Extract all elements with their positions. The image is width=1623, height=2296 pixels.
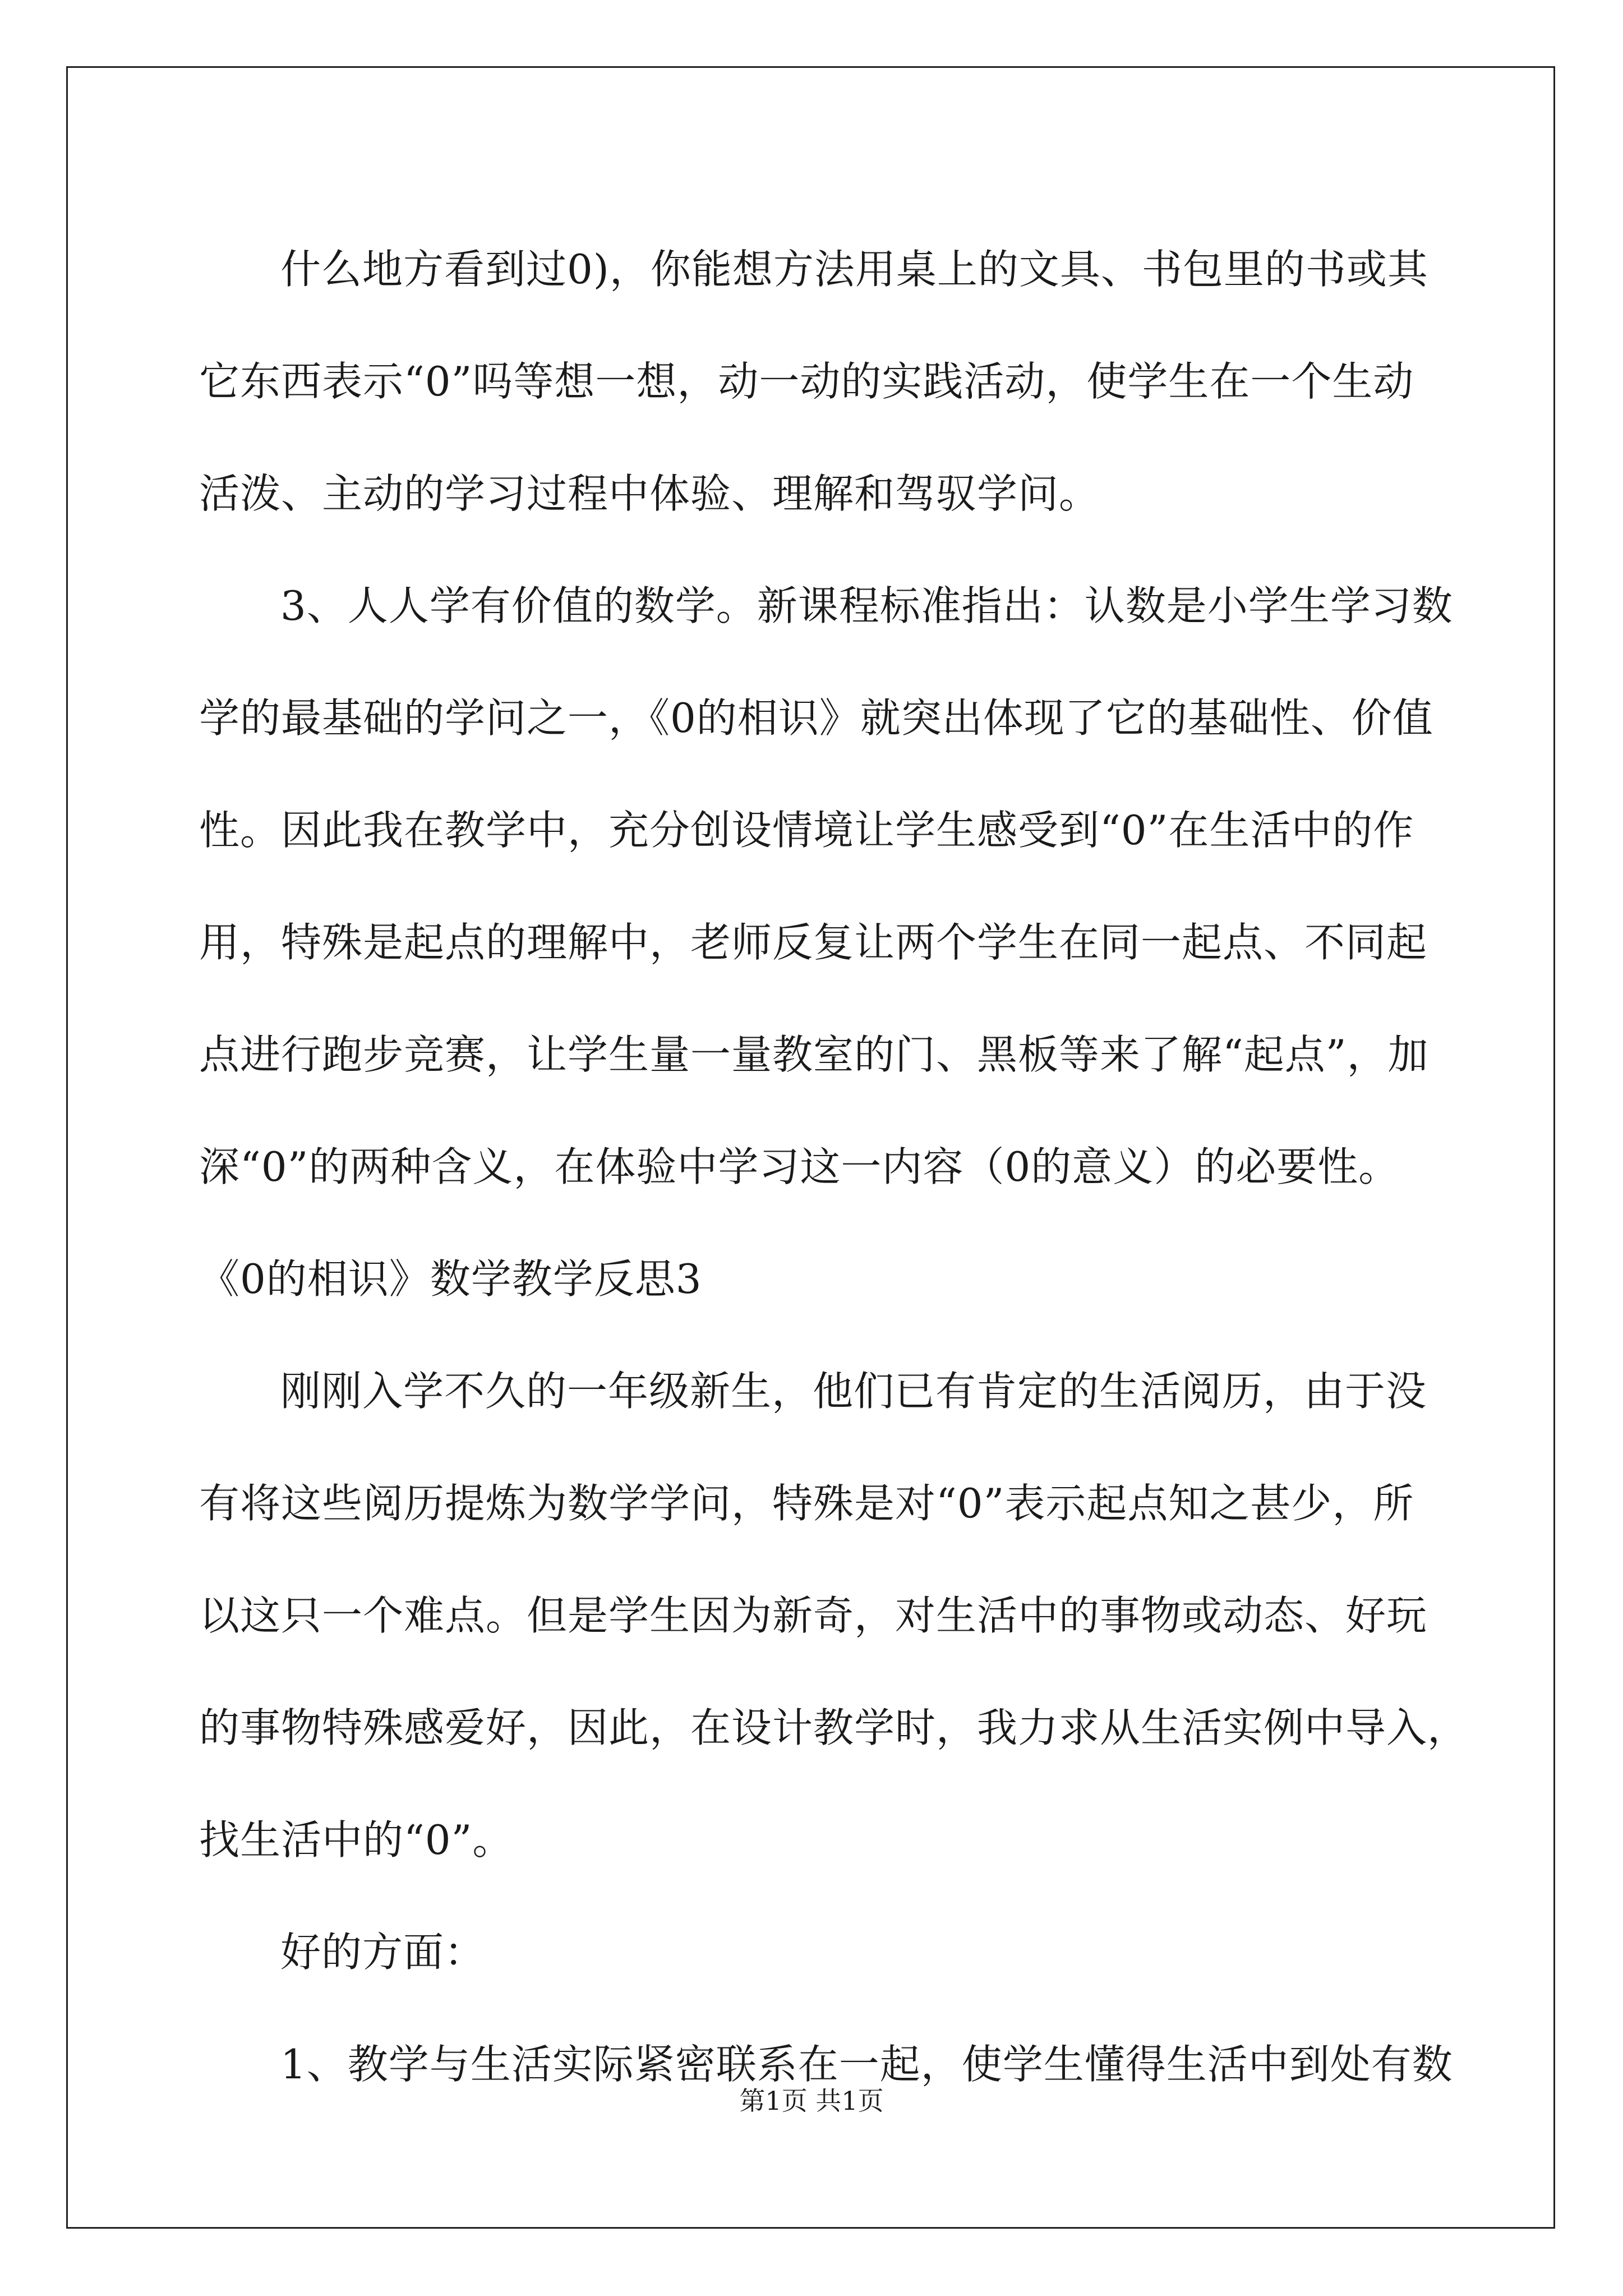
- text-line: 用，特殊是起点的理解中，老师反复让两个学生在同一起点、不同起: [199, 919, 1428, 966]
- document-body: [199, 213, 1469, 2120]
- text-line: 好的方面：: [280, 1929, 486, 1976]
- text-line: 什么地方看到过0)，你能想方法用桌上的文具、书包里的书或其: [280, 246, 1428, 293]
- text-line: 性。因此我在教学中，充分创设情境让学生感受到“0”在生活中的作: [199, 807, 1414, 854]
- text-line: 学的最基础的学问之一，《0的相识》就突出体现了它的基础性、价值: [199, 694, 1433, 742]
- text-line: 3、人人学有价值的数学。新课程标准指出：认数是小学生学习数: [280, 582, 1453, 629]
- text-line: 点进行跑步竞赛，让学生量一量教室的门、黑板等来了解“起点”，加: [199, 1031, 1429, 1078]
- text-line: 它东西表示“0”吗等想一想，动一动的实践活动，使学生在一个生动: [199, 358, 1414, 405]
- text-line: 以这只一个难点。但是学生因为新奇，对生活中的事物或动态、好玩: [199, 1592, 1428, 1639]
- text-line: 刚刚入学不久的一年级新生，他们已有肯定的生活阅历，由于没: [280, 1368, 1427, 1415]
- page-footer: 第1页 共1页: [739, 2086, 884, 2116]
- text-line: 的事物特殊感爱好，因此，在设计教学时，我力求从生活实例中导入，: [199, 1704, 1469, 1751]
- text-line: 有将这些阅历提炼为数学学问，特殊是对“0”表示起点知之甚少，所: [199, 1480, 1414, 1527]
- section-heading: 《0的相识》数学教学反思3: [199, 1255, 702, 1303]
- text-line: 1、教学与生活实际紧密联系在一起，使学生懂得生活中到处有数: [280, 2041, 1453, 2088]
- text-line: 活泼、主动的学习过程中体验、理解和驾驭学问。: [199, 470, 1100, 517]
- text-line: 找生活中的“0”。: [199, 1816, 514, 1864]
- text-line: 深“0”的两种含义，在体验中学习这一内容（0的意义）的必要性。: [199, 1143, 1400, 1190]
